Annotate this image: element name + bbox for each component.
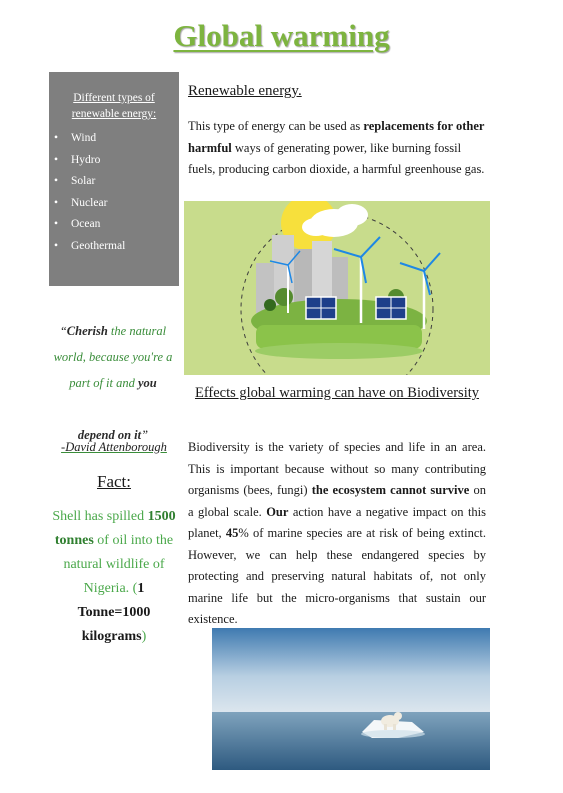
para-bold: Our — [266, 504, 289, 519]
quote-author: -David Attenborough — [61, 440, 167, 454]
para-text: % of marine species are at risk of being extinct. However, we can help these endangered species by protecting and preserving natural habitats of, not only marine life but the micro-organisms that sustain our existence. — [188, 526, 486, 626]
quote-text: the natural world, because you're a part of it and — [53, 324, 173, 390]
para-text: ways of generating power, like burning fossil fuels, producing carbon dioxide, a harmful greenhouse gas. — [188, 140, 485, 176]
effects-paragraph — [188, 437, 486, 631]
quote-emphasis: Cherish — [66, 324, 108, 338]
para-bold: the ecosystem cannot survive — [311, 483, 470, 497]
para-bold: 45 — [225, 526, 239, 540]
para-text: This type of energy can be used as — [188, 119, 364, 133]
fact-text-part: of oil into the natural wildlife of Nigeria. ( — [63, 533, 174, 596]
renewable-types-heading: Different types of renewable energy: — [71, 92, 157, 120]
quote-emphasis: depend on it — [77, 428, 142, 442]
renewable-types-list — [57, 128, 171, 257]
polar-bear-ice-photo — [212, 628, 490, 770]
attenborough-quote — [44, 318, 182, 448]
fact-text — [49, 505, 179, 649]
list-item: • Hydro — [57, 150, 171, 172]
list-item: • Solar — [57, 171, 171, 193]
para-text: Biodiversity is the variety of species and life in an area. This is important because without so many contributing organisms (bees, fungi) — [188, 440, 486, 497]
list-item: • Wind — [57, 128, 171, 150]
fact-heading: Fact: — [97, 472, 131, 491]
fact-bold: 1500 tonnes — [54, 509, 176, 548]
quote-close-mark: ” — [141, 428, 149, 442]
para-text: action have a negative impact on this planet, — [188, 504, 486, 540]
para-text: on a global scale. — [188, 483, 486, 519]
list-item: • Nuclear — [57, 193, 171, 215]
quote-emphasis: you — [138, 376, 157, 390]
fact-text-part: Shell has spilled — [52, 509, 148, 524]
renewable-paragraph — [188, 116, 488, 181]
list-item: • Ocean — [57, 214, 171, 236]
effects-heading: Effects global warming can have on Biodiversity — [194, 385, 480, 401]
fact-bold: 1 Tonne=1000 kilograms — [77, 581, 151, 644]
renewable-types-box — [49, 72, 179, 286]
list-item: • Geothermal — [57, 236, 171, 258]
fact-text-part: ) — [141, 629, 147, 644]
page-title: Global warming — [173, 18, 390, 53]
renewable-heading: Renewable energy. — [188, 83, 302, 99]
quote-open-mark: “ — [59, 324, 67, 338]
para-bold: replacements for other harmful — [188, 119, 485, 155]
renewable-energy-illustration — [184, 201, 490, 375]
